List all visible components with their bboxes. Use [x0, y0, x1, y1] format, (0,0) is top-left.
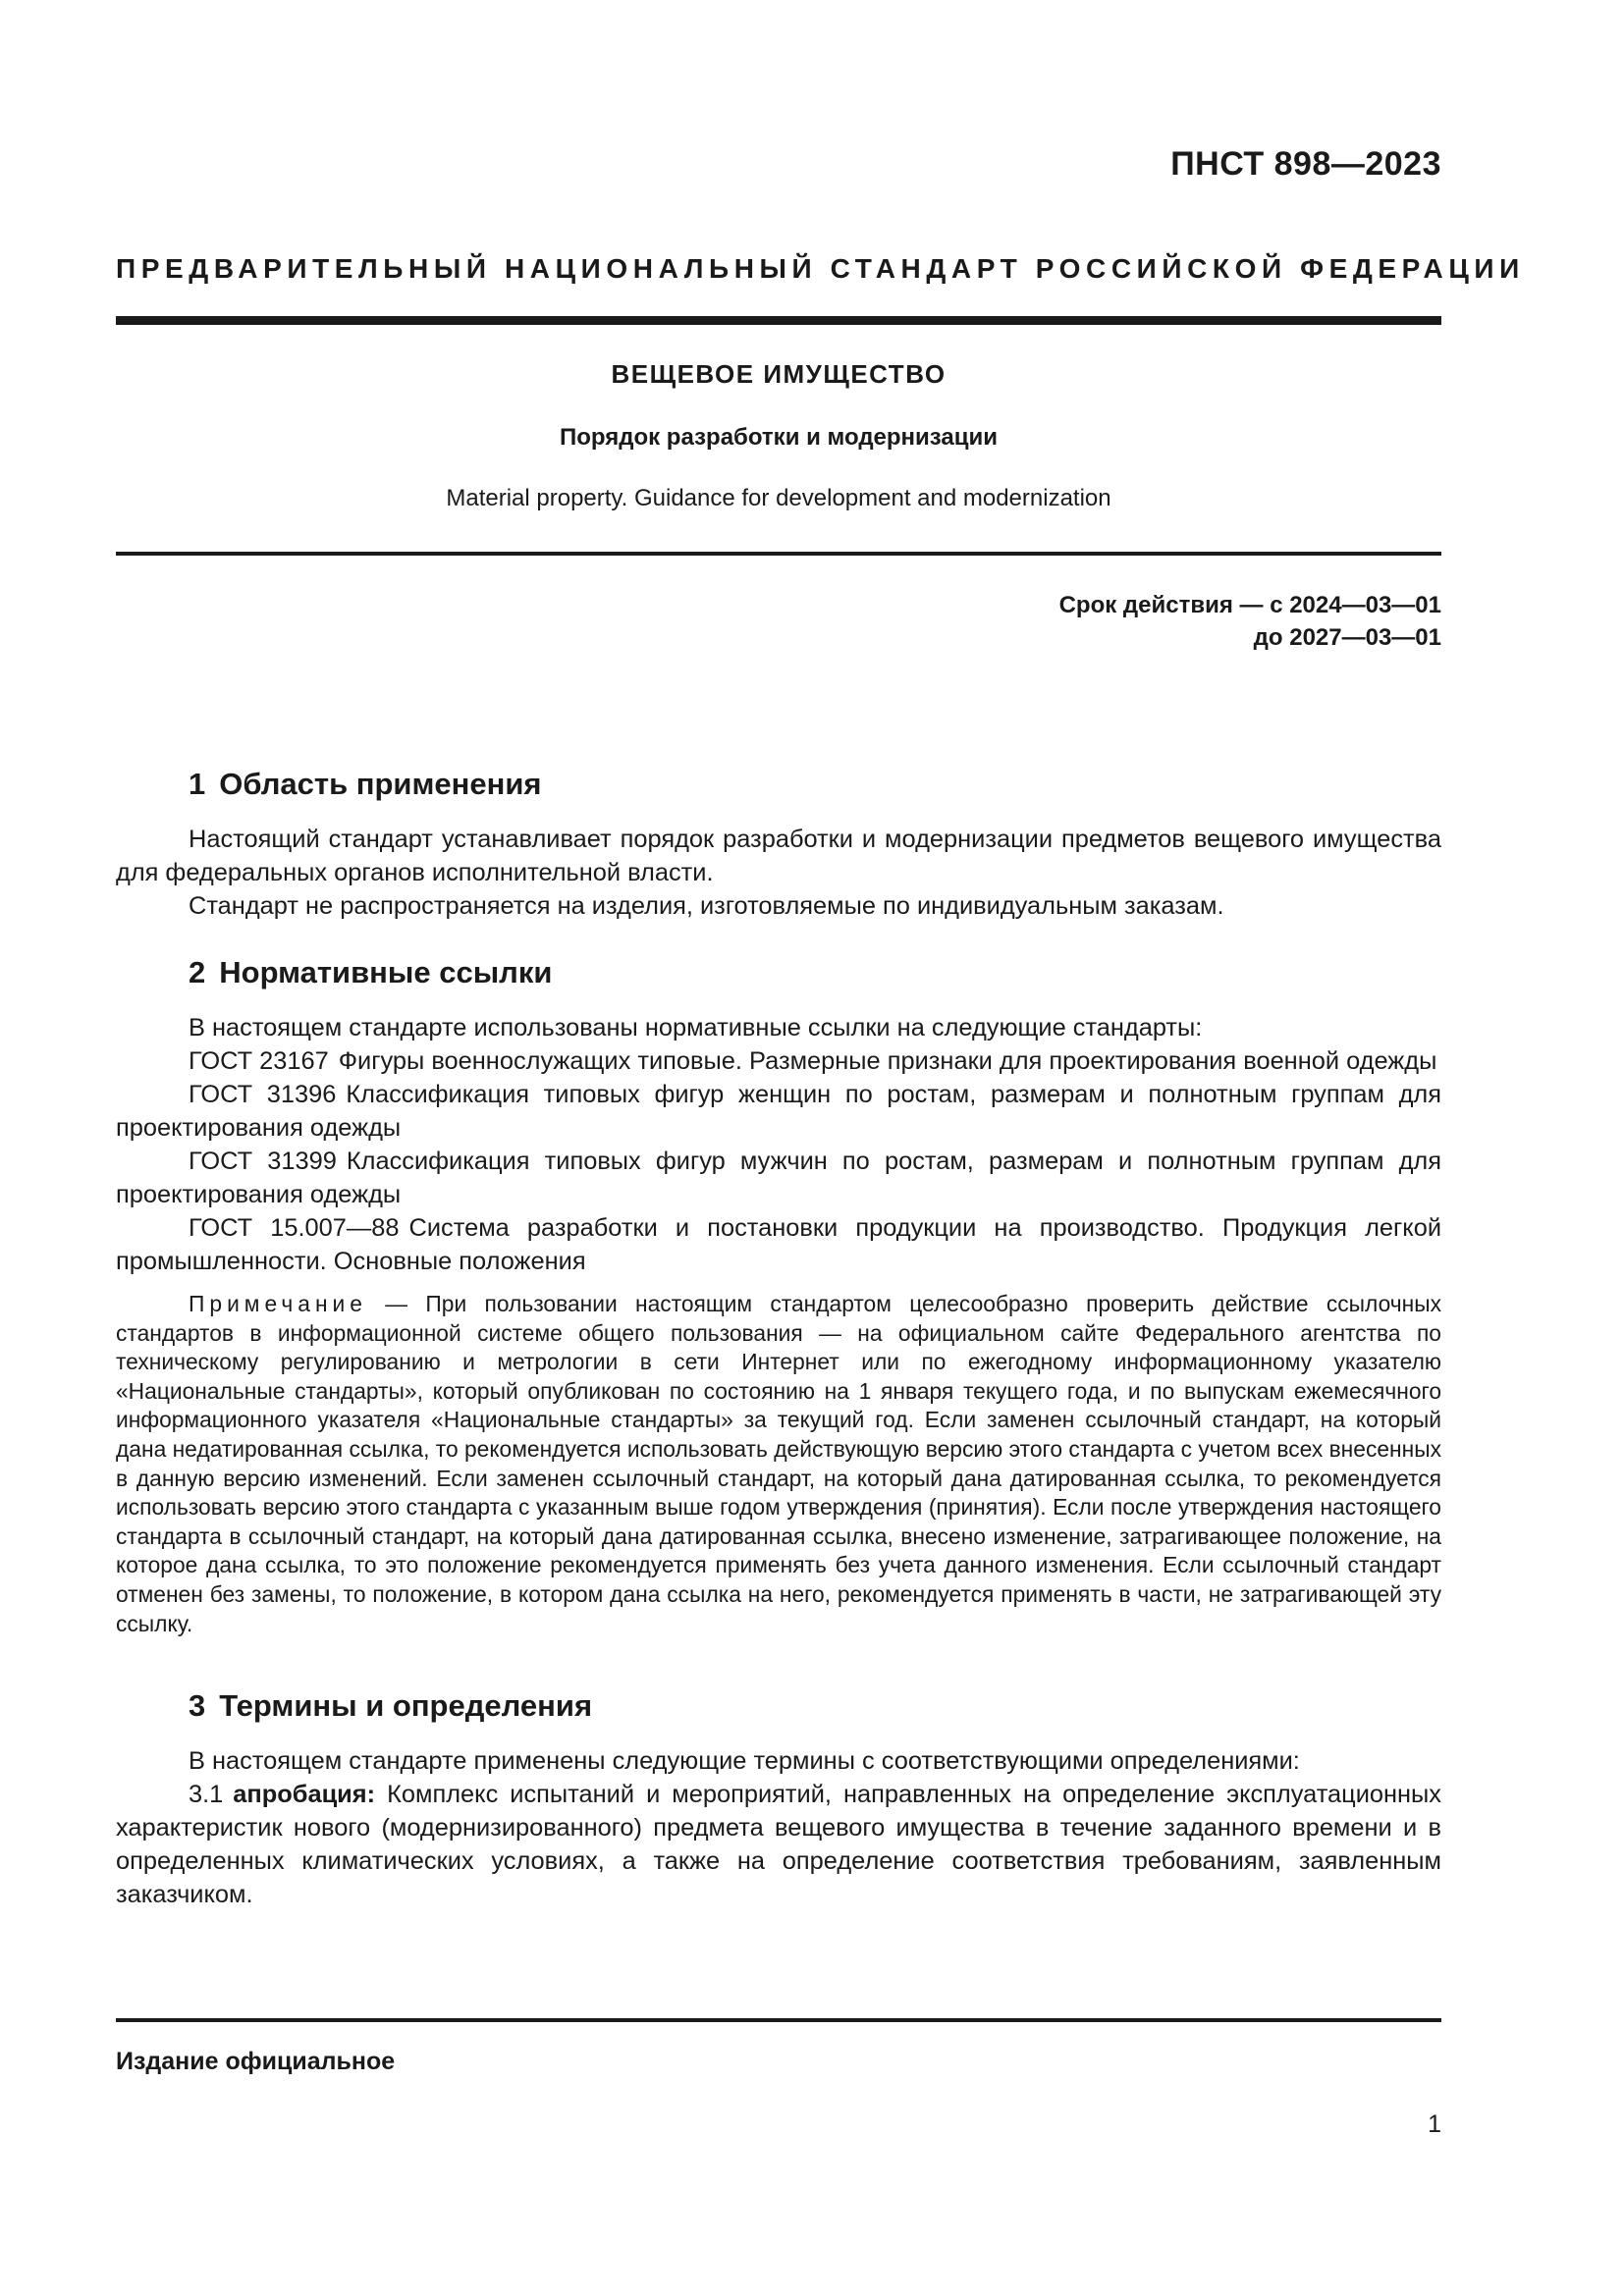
note-paragraph — [116, 1290, 1441, 1638]
footer-divider — [116, 2018, 1441, 2022]
reference-item — [116, 1078, 1441, 1145]
reference-code: ГОСТ 23167 — [189, 1047, 329, 1075]
section-title: Нормативные ссылки — [219, 955, 553, 989]
document-body — [116, 760, 1441, 1911]
term-text: Комплекс испытаний и мероприятий, направленных на определение эксплуатационных характеристик нового (модернизированного) предмета вещевого имущества в течение заданного времени и в определенных климатических условиях, а также на определение соответствия требованиям, заявленным заказчиком. — [116, 1781, 1441, 1909]
reference-code: ГОСТ 15.007—88 — [189, 1214, 400, 1242]
document-subtitle: Порядок разработки и модернизации — [559, 424, 999, 451]
validity-from: Срок действия — с 2024—03—01 — [1058, 592, 1441, 618]
section-heading-terms — [189, 1682, 1441, 1731]
section-number: 2 — [189, 955, 206, 989]
term-name: апробация: — [233, 1781, 376, 1809]
document-title: ВЕЩЕВОЕ ИМУЩЕСТВО — [611, 359, 947, 389]
document-number: ПНСТ 898—2023 — [1170, 145, 1441, 183]
title-divider — [116, 552, 1441, 556]
reference-code: ГОСТ 31396 — [189, 1081, 337, 1108]
reference-title: Система разработки и постановки продукции на производство. Продукция легкой промышленности. Основные положения — [116, 1214, 1442, 1275]
document-title-en: Material property. Guidance for development and modernization — [446, 485, 1111, 511]
standard-kind: ПРЕДВАРИТЕЛЬНЫЙ НАЦИОНАЛЬНЫЙ СТАНДАРТ РОССИЙСКОЙ ФЕДЕРАЦИИ — [116, 253, 1525, 284]
section-title: Термины и определения — [219, 1688, 593, 1724]
reference-title: Фигуры военнослужащих типовые. Размерные признаки для проектирования военной одежды — [338, 1047, 1437, 1075]
paragraph: Стандарт не распространяется на изделия, изготовляемые по индивидуальным заказам. — [189, 892, 1224, 920]
reference-title: Классификация типовых фигур женщин по ростам, размерам и полнотным группам для проектирования одежды — [116, 1081, 1441, 1142]
note-label: Примечание — [189, 1291, 367, 1316]
edition-label: Издание официальное — [116, 2048, 396, 2075]
term-definition — [116, 1778, 1441, 1911]
page-number: 1 — [1428, 2110, 1441, 2138]
section-heading-scope — [189, 760, 1441, 809]
paragraph: В настоящем стандарте применены следующие термины с соответствующими определениями: — [189, 1747, 1300, 1776]
validity-period — [1059, 589, 1441, 654]
note-text: — При пользовании настоящим стандартом целесообразно проверить действие ссылочных стандартов в информационной системе общего пользования — на официальном сайте Федерального агентства по техническому регулированию и метрологии в сети Интернет или по ежегодному информационному указателю «Национальные стандарты», который опубликован по состоянию на 1 января текущего года, и по выпускам ежемесячного информационного указателя «Национальные стандарты» за текущий год. Если заменен ссылочный стандарт, на который дана недатированная ссылка, то рекомендуется использовать действующую версию этого стандарта с учетом всех внесенных в данную версию изменений. Если заменен ссылочный стандарт, на который дана датированная ссылка, то рекомендуется использовать версию этого стандарта с указанным выше годом утверждения (принятия). Если после утверждения настоящего стандарта в ссылочный стандарт, на который дана датированная ссылка, внесено изменение, затрагивающее положение, на которое дана ссылка, то это положение рекомендуется применять без учета данного изменения. Если ссылочный стандарт отменен без замены, то положение, в котором дана ссылка на него, рекомендуется применять в части, не затрагивающей эту ссылку. — [116, 1291, 1441, 1636]
section-number: 1 — [189, 767, 206, 801]
reference-code: ГОСТ 31399 — [189, 1148, 337, 1175]
reference-item — [116, 1044, 1441, 1078]
validity-to: до 2027—03—01 — [1253, 624, 1441, 651]
reference-item — [116, 1145, 1441, 1211]
section-title: Область применения — [219, 767, 542, 801]
reference-item — [116, 1211, 1441, 1278]
section-number: 3 — [189, 1688, 206, 1724]
section-heading-references — [189, 948, 1441, 997]
paragraph: В настоящем стандарте использованы нормативные ссылки на следующие стандарты: — [189, 1014, 1203, 1041]
term-number: 3.1 — [189, 1781, 224, 1809]
reference-title: Классификация типовых фигур мужчин по ростам, размерам и полнотным группам для проектирования одежды — [116, 1148, 1441, 1208]
header-divider — [116, 316, 1441, 325]
paragraph: Настоящий стандарт устанавливает порядок разработки и модернизации предметов вещевого имущества для федеральных органов исполнительной власти. — [116, 826, 1441, 886]
